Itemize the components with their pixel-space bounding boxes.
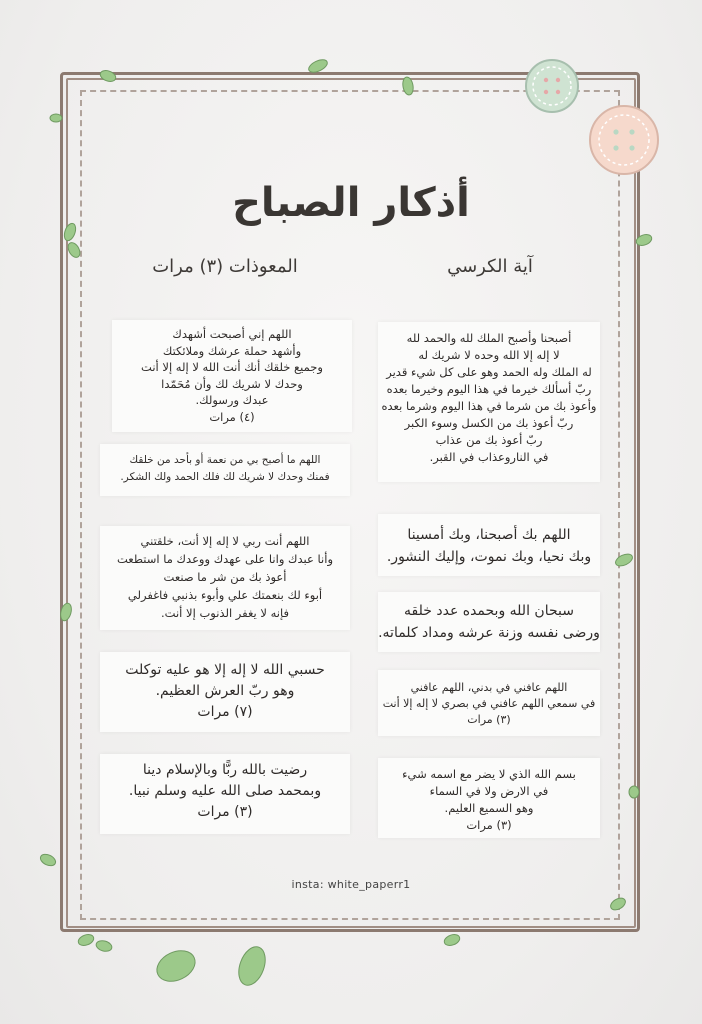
dhikr-card-right-2 — [378, 514, 600, 576]
card-line: (٧) مرات — [197, 704, 253, 720]
card-line: ربّ أعوذ بك من الكسل وسوء الكبر — [404, 416, 574, 430]
instagram-credit: insta: white_paperr1 — [291, 878, 411, 891]
card-line: اللهم إني أصبحت أشهدك — [172, 327, 292, 341]
card-line: اللهم بك أصبحنا، وبك أمسينا — [407, 527, 571, 543]
card-line: ورضى نفسه وزنة عرشه ومداد كلماته. — [378, 625, 600, 641]
dhikr-card-left-3 — [100, 526, 350, 630]
dhikr-card-right-4 — [378, 670, 600, 736]
card-line: لا إله إلا الله وحده لا شريك له — [418, 348, 560, 362]
card-line: (٣) مرات — [466, 818, 512, 832]
card-line: رضيت بالله ربًّا وبالإسلام دينا — [142, 762, 308, 778]
card-line: في سمعي اللهم عافني في بصري لا إله إلا أنت — [382, 697, 596, 710]
dhikr-card-right-3 — [378, 592, 600, 652]
card-line: (٣) مرات — [197, 804, 253, 820]
card-line: فمنك وحدك لا شريك لك فلك الحمد ولك الشكر. — [120, 471, 330, 483]
card-line: وهو السميع العليم. — [444, 801, 534, 815]
dhikr-card-left-5 — [100, 754, 350, 834]
page-title: أذكار الصباح — [232, 180, 470, 226]
card-line: اللهم أنت ربي لا إله إلا أنت، خلقتني — [140, 534, 310, 548]
card-line: وبك نحيا، وبك نموت، وإليك النشور. — [386, 549, 592, 565]
card-line: في الارض ولا في السماء — [429, 784, 549, 798]
card-line: ربّ أعوذ بك من عذاب — [435, 433, 543, 447]
card-line: فإنه لا يغفر الذنوب إلا أنت. — [161, 606, 289, 620]
card-line: حسبي الله لا إله إلا هو عليه توكلت — [125, 662, 325, 678]
card-line: (٤) مرات — [209, 409, 255, 424]
card-line: اللهم عافني في بدني، اللهم عافني — [410, 681, 568, 694]
card-line: وهو ربّ العرش العظيم. — [155, 683, 295, 699]
button-green-icon — [526, 60, 578, 112]
card-line: له الملك وله الحمد وهو على كل شيء قدير — [386, 365, 592, 379]
card-line: أبوء لك بنعمتك علي وأبوء بذنبي فاغفرلي — [127, 588, 323, 602]
heading-left: المعوذات (٣) مرات — [152, 256, 298, 277]
card-line: سبحان الله وبحمده عدد خلقه — [404, 603, 574, 619]
card-line: وحدك لا شريك لك وأن مُحَمّدا — [161, 376, 303, 391]
card-line: أصبحنا وأصبح الملك لله والحمد لله — [406, 331, 572, 345]
dhikr-card-right-5 — [378, 758, 600, 838]
card-line: اللهم ما أصبح بي من نعمة أو بأحد من خلقك — [129, 454, 321, 466]
card-line: وأشهد حملة عرشك وملائكتك — [162, 343, 302, 358]
card-line: وبمحمد صلى الله عليه وسلم نبيا. — [128, 783, 322, 799]
card-line: في الناروعذاب في القبر. — [429, 450, 549, 464]
card-line: أعوذ بك من شر ما صنعت — [163, 570, 287, 584]
card-line: وجميع خلقك أنك أنت الله لا إله إلا أنت — [141, 360, 323, 374]
button-pink-icon — [590, 106, 658, 174]
dhikr-card-right-1 — [378, 322, 600, 482]
dhikr-card-left-1 — [112, 320, 352, 432]
card-line: ربّ أسألك خيرما في هذا اليوم وخيرما بعده — [386, 382, 592, 396]
card-line: (٣) مرات — [467, 713, 511, 726]
dhikr-card-left-2 — [100, 444, 350, 496]
card-line: وأعوذ بك من شرما في هذا اليوم وشرما بعده — [381, 399, 597, 413]
card-line: بسم الله الذي لا يضر مع اسمه شيء — [402, 767, 576, 781]
card-line: وأنا عبدك وانا على عهدك ووعدك ما استطعت — [117, 552, 333, 566]
card-line: عبدك ورسولك. — [195, 393, 269, 407]
heading-right: آية الكرسي — [447, 256, 533, 277]
dhikr-card-left-4 — [100, 652, 350, 732]
